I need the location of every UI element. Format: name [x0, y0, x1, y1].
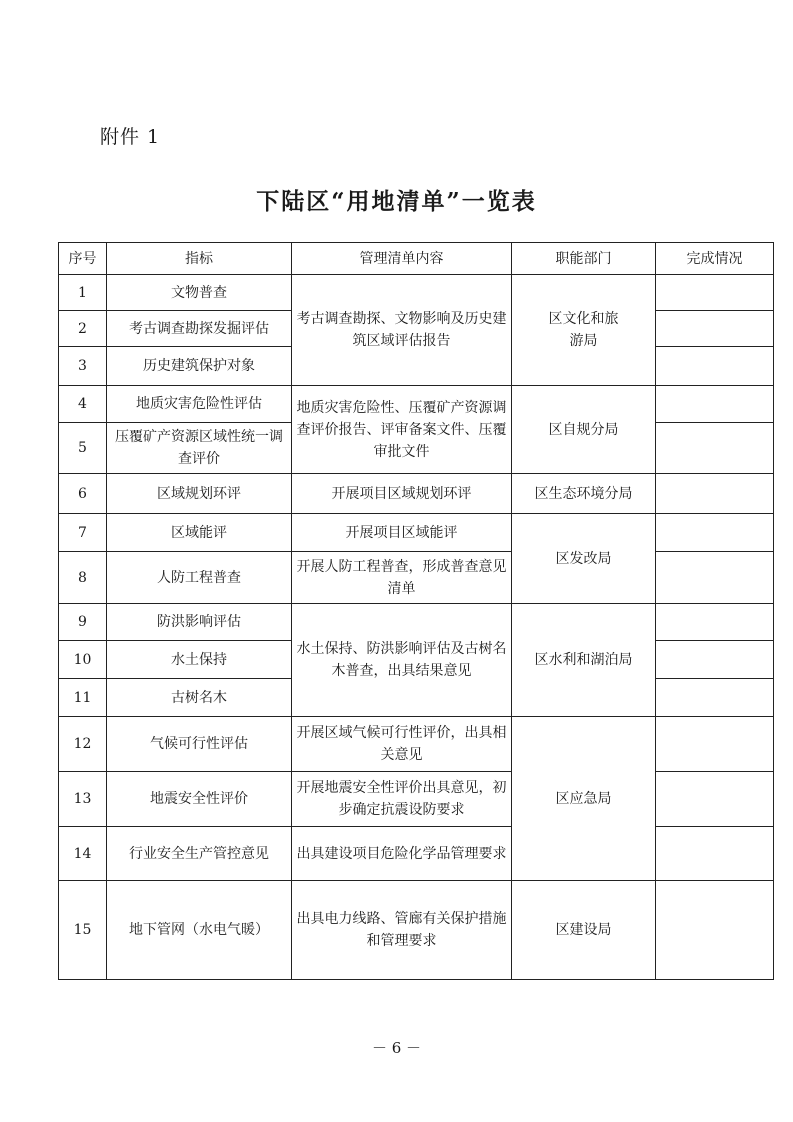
status-cell	[656, 423, 774, 474]
status-cell	[656, 604, 774, 641]
row-no: 10	[59, 641, 107, 679]
row-no: 6	[59, 474, 107, 514]
table-header-row	[59, 243, 774, 275]
row-no: 7	[59, 514, 107, 552]
department-cell: 区应急局	[512, 717, 656, 881]
row-indicator: 防洪影响评估	[107, 604, 292, 641]
content-cell: 开展人防工程普查，形成普查意见清单	[292, 552, 512, 604]
department-cell: 区生态环境分局	[512, 474, 656, 514]
row-indicator: 古树名木	[107, 679, 292, 717]
status-cell	[656, 772, 774, 827]
row-indicator: 文物普查	[107, 275, 292, 311]
table-row	[59, 827, 774, 881]
page-number: － 6 －	[371, 1039, 422, 1057]
content-cell: 出具电力线路、管廊有关保护措施和管理要求	[292, 881, 512, 980]
content-cell: 开展地震安全性评价出具意见，初步确定抗震设防要求	[292, 772, 512, 827]
content-cell: 开展区域气候可行性评价，出具相关意见	[292, 717, 512, 772]
department-cell: 区发改局	[512, 514, 656, 604]
status-cell	[656, 347, 774, 386]
status-cell	[656, 311, 774, 347]
content-cell: 考古调查勘探、文物影响及历史建筑区域评估报告	[292, 275, 512, 386]
row-indicator: 考古调查勘探发掘评估	[107, 311, 292, 347]
row-no: 11	[59, 679, 107, 717]
table-row	[59, 275, 774, 311]
header-no: 序号	[59, 243, 107, 275]
table-row	[59, 552, 774, 604]
row-no: 4	[59, 386, 107, 423]
row-indicator: 行业安全生产管控意见	[107, 827, 292, 881]
department-cell: 区文化和旅游局	[512, 275, 656, 386]
row-indicator: 水土保持	[107, 641, 292, 679]
content-cell: 水土保持、防洪影响评估及古树名木普查，出具结果意见	[292, 604, 512, 717]
status-cell	[656, 641, 774, 679]
status-cell	[656, 881, 774, 980]
table-row	[59, 717, 774, 772]
department-cell: 区水利和湖泊局	[512, 604, 656, 717]
table-row	[59, 386, 774, 423]
row-indicator: 地质灾害危险性评估	[107, 386, 292, 423]
row-indicator: 压覆矿产资源区域性统一调查评价	[107, 423, 292, 474]
table-row	[59, 604, 774, 641]
status-cell	[656, 679, 774, 717]
status-cell	[656, 275, 774, 311]
status-cell	[656, 552, 774, 604]
content-cell: 开展项目区域规划环评	[292, 474, 512, 514]
row-no: 1	[59, 275, 107, 311]
table-row	[59, 881, 774, 980]
row-indicator: 地下管网（水电气暖）	[107, 881, 292, 980]
table-row	[59, 772, 774, 827]
content-cell: 开展项目区域能评	[292, 514, 512, 552]
row-no: 15	[59, 881, 107, 980]
attachment-label: 附件 1	[100, 126, 161, 148]
row-no: 13	[59, 772, 107, 827]
row-indicator: 人防工程普查	[107, 552, 292, 604]
document-title: 下陆区“用地清单”一览表	[256, 188, 537, 215]
status-cell	[656, 827, 774, 881]
row-no: 9	[59, 604, 107, 641]
land-use-list-table	[58, 242, 774, 980]
row-indicator: 区域规划环评	[107, 474, 292, 514]
status-cell	[656, 474, 774, 514]
row-no: 2	[59, 311, 107, 347]
row-no: 5	[59, 423, 107, 474]
content-cell: 地质灾害危险性、压覆矿产资源调查评价报告、评审备案文件、压覆审批文件	[292, 386, 512, 474]
table-row	[59, 474, 774, 514]
status-cell	[656, 386, 774, 423]
row-no: 8	[59, 552, 107, 604]
row-indicator: 区域能评	[107, 514, 292, 552]
row-no: 12	[59, 717, 107, 772]
header-content: 管理清单内容	[292, 243, 512, 275]
table-row	[59, 514, 774, 552]
department-cell: 区自规分局	[512, 386, 656, 474]
row-indicator: 地震安全性评价	[107, 772, 292, 827]
header-department: 职能部门	[512, 243, 656, 275]
header-indicator: 指标	[107, 243, 292, 275]
row-indicator: 气候可行性评估	[107, 717, 292, 772]
row-no: 3	[59, 347, 107, 386]
status-cell	[656, 717, 774, 772]
row-no: 14	[59, 827, 107, 881]
department-cell: 区建设局	[512, 881, 656, 980]
header-status: 完成情况	[656, 243, 774, 275]
content-cell: 出具建设项目危险化学品管理要求	[292, 827, 512, 881]
row-indicator: 历史建筑保护对象	[107, 347, 292, 386]
status-cell	[656, 514, 774, 552]
